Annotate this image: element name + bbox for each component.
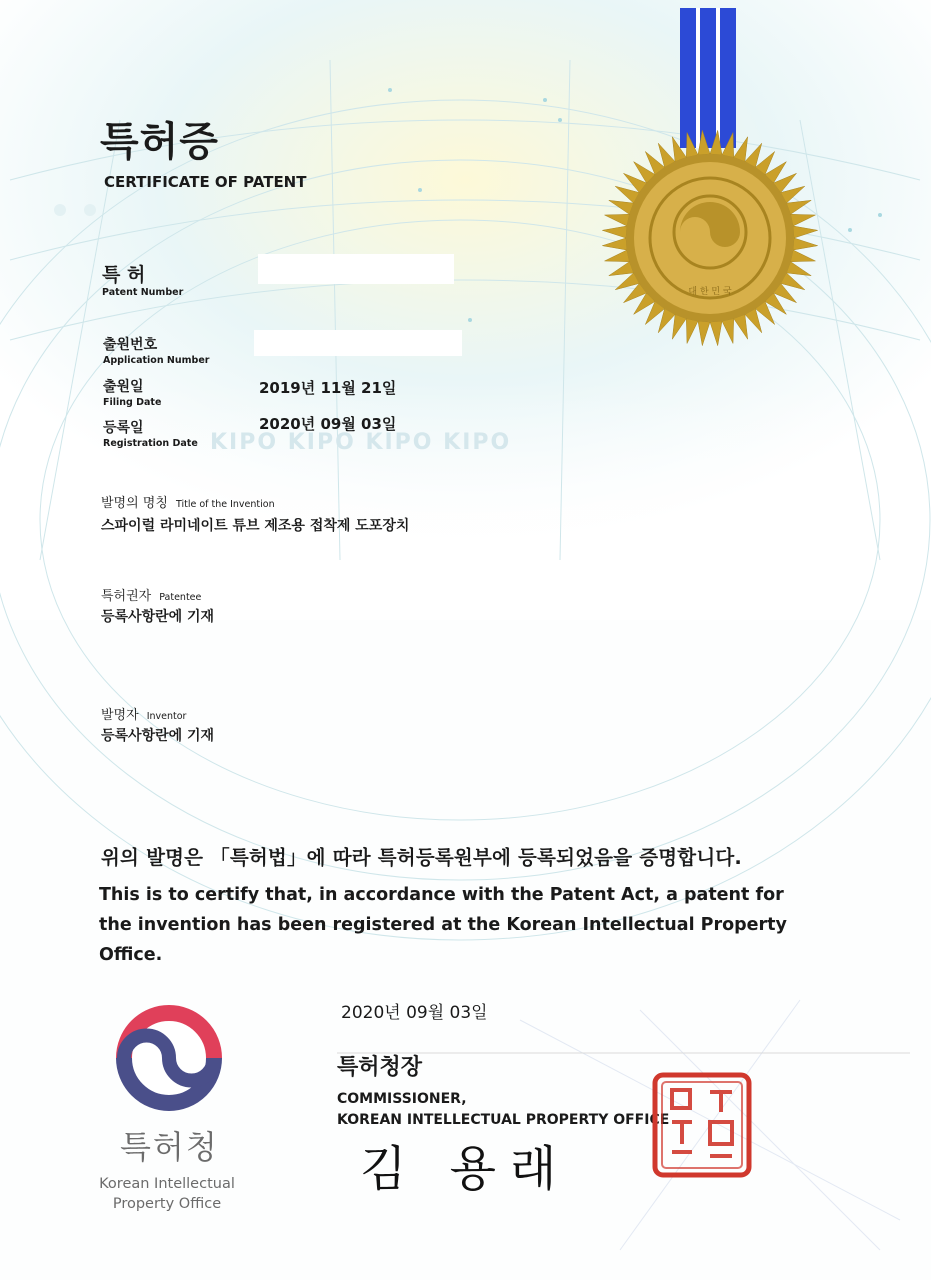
application-number-redacted bbox=[254, 330, 462, 356]
handwritten-signature: 김 용래 bbox=[360, 1141, 571, 1197]
inventor-value: 등록사항란에 기재 bbox=[101, 728, 215, 744]
certification-statement-kr: 위의 발명은 「특허법」에 따라 특허등록원부에 등록되었음을 증명합니다. bbox=[101, 846, 743, 869]
commissioner-title-kr: 특허청장 bbox=[337, 1055, 423, 1080]
ribbon-stripe bbox=[680, 8, 696, 148]
patent-number-label-en: Patent Number bbox=[102, 287, 184, 298]
filing-date-value: 2019년 11월 21일 bbox=[259, 379, 397, 397]
page-subtitle: CERTIFICATE OF PATENT bbox=[104, 173, 307, 191]
invention-title-label: 발명의 명칭 Title of the Invention bbox=[101, 496, 275, 511]
patentee-label: 특허권자 Patentee bbox=[101, 589, 202, 604]
kipo-name-kr: 특허청 bbox=[120, 1128, 219, 1166]
kipo-watermark: KIPO KIPO KIPO KIPO bbox=[210, 430, 512, 455]
application-number-label-en: Application Number bbox=[103, 355, 210, 366]
invention-title-value: 스파이럴 라미네이트 튜브 제조용 접착제 도포장치 bbox=[101, 518, 410, 534]
ribbon-stripe bbox=[720, 8, 736, 148]
patent-number-redacted bbox=[258, 254, 454, 284]
ribbon-stripe bbox=[700, 8, 716, 148]
patentee-value: 등록사항란에 기재 bbox=[101, 609, 215, 625]
filing-date-label: 출원일 bbox=[103, 379, 144, 395]
page-title: 특허증 bbox=[100, 119, 219, 165]
patent-number-label: 특 허 bbox=[102, 264, 146, 286]
certification-statement-en: This is to certify that, in accordance with the Patent Act, a patent for the invention has been registered at the Korean Intellectual Property Office. bbox=[99, 885, 787, 965]
kipo-name-en: Korean Intellectual Property Office bbox=[99, 1176, 235, 1212]
application-number-label: 출원번호 bbox=[103, 337, 158, 353]
official-red-seal bbox=[652, 1072, 752, 1178]
inventor-label: 발명자 Inventor bbox=[101, 708, 187, 723]
kipo-taegeuk-logo bbox=[116, 1005, 222, 1111]
registration-date-value: 2020년 09월 03일 bbox=[259, 415, 397, 433]
registration-date-label: 등록일 bbox=[103, 420, 144, 436]
registration-date-label-en: Registration Date bbox=[103, 438, 198, 449]
issue-date: 2020년 09월 03일 bbox=[341, 1003, 488, 1023]
gold-medal-seal bbox=[596, 0, 826, 350]
filing-date-label-en: Filing Date bbox=[103, 397, 162, 408]
svg-text:대 한 민 국: 대 한 민 국 bbox=[688, 287, 732, 297]
commissioner-title-en: COMMISSIONER, KOREAN INTELLECTUAL PROPERTY OFFICE bbox=[337, 1091, 670, 1128]
